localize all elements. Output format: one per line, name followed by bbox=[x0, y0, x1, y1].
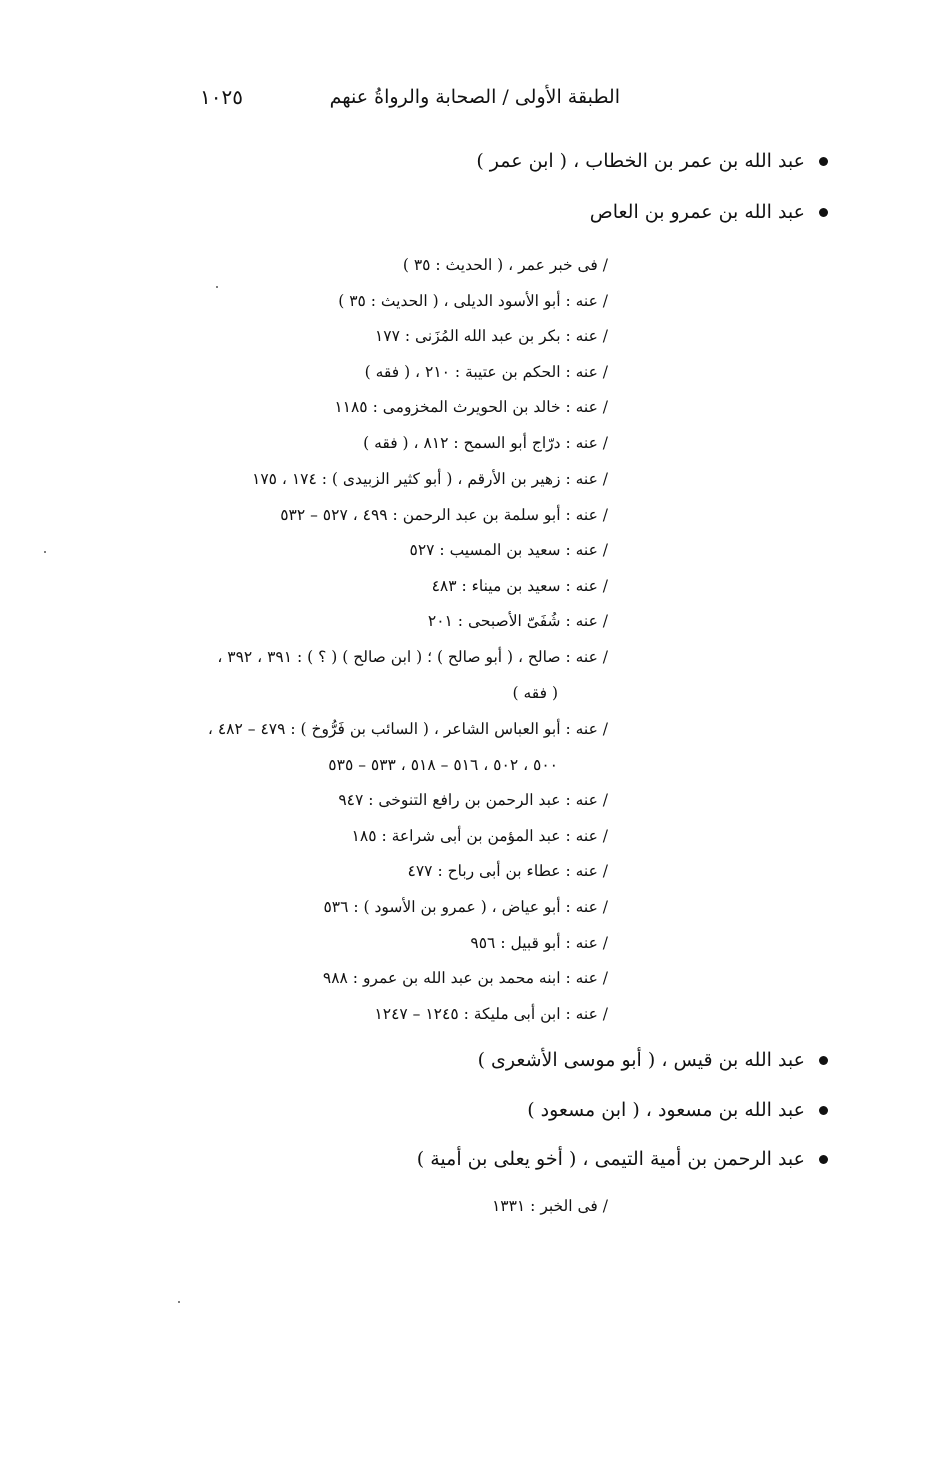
narrator-line: / عنه : صالح ، ( أبو صالح ) ؛ ( ابن صالح ) ( ؟ ) : ٣٩١ ، ٣٩٢ ، bbox=[217, 648, 608, 666]
narrator-line: / عنه : أبو قبيل : ٩٥٦ bbox=[470, 934, 608, 952]
companion-entry bbox=[476, 150, 828, 172]
companion-entry bbox=[527, 1099, 828, 1121]
narrator-line: / فى خبر عمر ، ( الحديث : ٣٥ ) bbox=[402, 256, 608, 274]
narrator-line: / عنه : عبد الرحمن بن رافع التنوخى : ٩٤٧ bbox=[338, 791, 608, 809]
bullet-icon bbox=[819, 208, 828, 217]
scan-speck bbox=[216, 286, 218, 288]
narrator-line: / عنه : شُفَىّ الأصبحى : ٢٠١ bbox=[427, 612, 608, 630]
narrator-line: / عنه : الحكم بن عتيبة : ٢١٠ ، ( فقه ) bbox=[364, 363, 608, 381]
narrator-line: / عنه : ابن أبى مليكة : ١٢٤٥ – ١٢٤٧ bbox=[374, 1005, 608, 1023]
scan-speck bbox=[178, 1301, 180, 1303]
page-number: ١٠٢٥ bbox=[200, 85, 243, 109]
running-header bbox=[200, 80, 620, 114]
narrator-line: / عنه : خالد بن الحويرث المخزومى : ١١٨٥ bbox=[334, 398, 608, 416]
companion-name: عبد الله بن قيس ، ( أبو موسى الأشعرى ) bbox=[477, 1049, 805, 1071]
narrator-line: / فى الخبر : ١٣٣١ bbox=[491, 1197, 608, 1215]
bullet-icon bbox=[819, 1056, 828, 1065]
narrator-line: / عنه : سعيد بن ميناء : ٤٨٣ bbox=[431, 577, 608, 595]
running-title: الطبقة الأولى / الصحابة والرواةُ عنهم bbox=[329, 86, 620, 108]
narrator-line: / عنه : أبو العباس الشاعر ، ( السائب بن فَرُّوخ ) : ٤٧٩ – ٤٨٢ ، bbox=[207, 720, 608, 738]
companion-name: عبد الله بن مسعود ، ( ابن مسعود ) bbox=[527, 1099, 805, 1121]
narrator-line: / عنه : سعيد بن المسيب : ٥٢٧ bbox=[409, 541, 608, 559]
companion-name: عبد الرحمن بن أمية التيمى ، ( أخو يعلى بن أمية ) bbox=[416, 1148, 805, 1170]
narrator-line: / عنه : درّاج أبو السمح : ٨١٢ ، ( فقه ) bbox=[363, 434, 608, 452]
narrator-line: / عنه : أبو سلمة بن عبد الرحمن : ٤٩٩ ، ٥٢٧ – ٥٣٢ bbox=[280, 506, 608, 524]
narrator-line-continuation: ( فقه ) bbox=[512, 684, 558, 702]
bullet-icon bbox=[819, 157, 828, 166]
companion-entry bbox=[417, 1148, 828, 1170]
narrator-line: / عنه : عطاء بن أبى رباح : ٤٧٧ bbox=[407, 862, 608, 880]
narrator-line-continuation: ٥٠٠ ، ٥٠٢ ، ٥١٦ – ٥١٨ ، ٥٣٣ – ٥٣٥ bbox=[328, 756, 558, 774]
companion-entry bbox=[590, 201, 828, 223]
narrator-line: / عنه : عبد المؤمن بن أبى شراعة : ١٨٥ bbox=[351, 827, 608, 845]
bullet-icon bbox=[819, 1106, 828, 1115]
narrator-line: / عنه : ابنه محمد بن عبد الله بن عمرو : ٩٨٨ bbox=[322, 969, 608, 987]
bullet-icon bbox=[819, 1155, 828, 1164]
narrator-line: / عنه : بكر بن عبد الله المُزَنى : ١٧٧ bbox=[374, 327, 608, 345]
narrator-line: / عنه : زهير بن الأرقم ، ( أبو كثير الزبيدى ) : ١٧٤ ، ١٧٥ bbox=[252, 470, 608, 488]
companion-name: عبد الله بن عمرو بن العاص bbox=[589, 201, 805, 223]
companion-entry bbox=[478, 1049, 828, 1071]
narrator-line: / عنه : أبو الأسود الديلى ، ( الحديث : ٣٥ ) bbox=[338, 292, 608, 310]
narrator-line: / عنه : أبو عياض ، ( عمرو بن الأسود ) : ٥٣٦ bbox=[323, 898, 608, 916]
scan-speck bbox=[44, 551, 46, 553]
companion-name: عبد الله بن عمر بن الخطاب ، ( ابن عمر ) bbox=[476, 150, 805, 172]
